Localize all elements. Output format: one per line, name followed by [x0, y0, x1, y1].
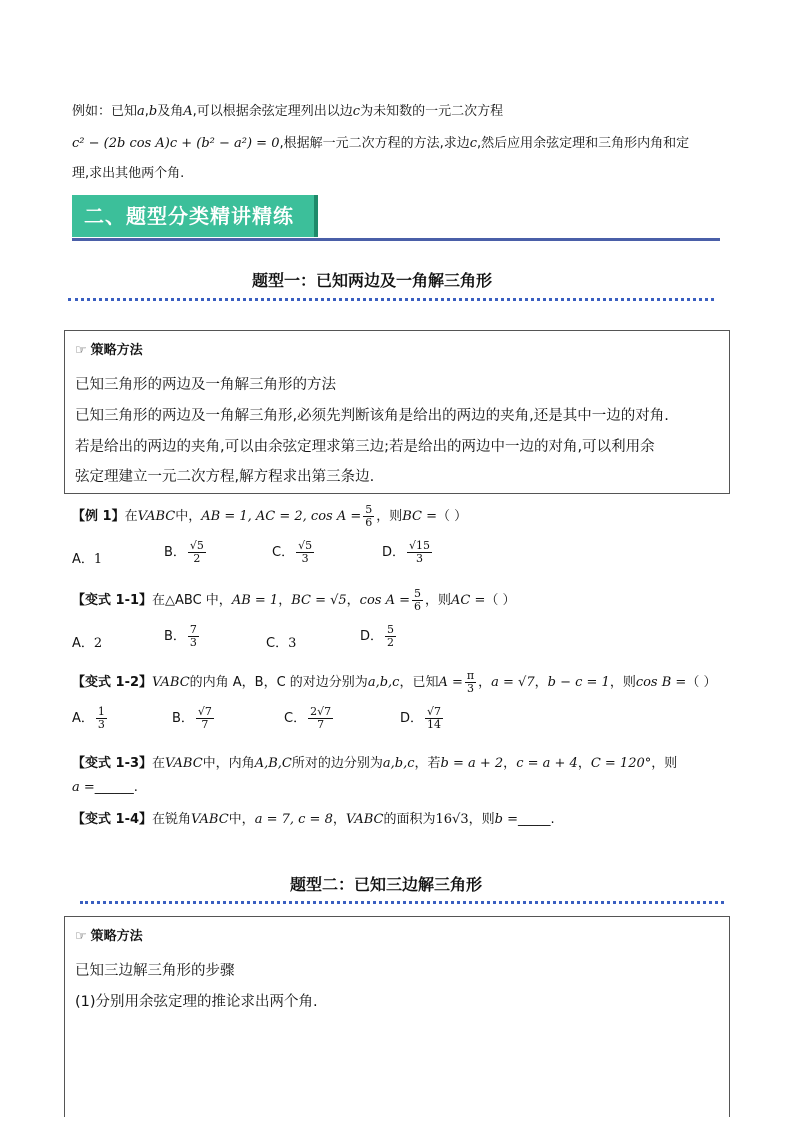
fraction [188, 540, 206, 565]
q-text: 中， [175, 509, 202, 524]
var-a: a [137, 104, 145, 119]
intro-text: 为未知数的一元二次方程 [360, 104, 504, 119]
variant-1-4-question [72, 808, 555, 827]
fraction [425, 706, 443, 731]
option-d[interactable] [360, 624, 398, 649]
option-a[interactable] [72, 548, 102, 567]
question-tag: 【例 1】 [72, 509, 125, 524]
q-text: 所对的边分别为 [291, 756, 383, 771]
strategy-heading [75, 925, 143, 944]
unknown: b = [494, 812, 518, 827]
option-label: B． [164, 545, 186, 560]
fraction [196, 706, 214, 731]
question-tag: 【变式 1-1】 [72, 593, 153, 608]
comma: ， [278, 593, 292, 608]
intro-text: ,然后应用余弦定理和三角形内角和定 [477, 136, 690, 151]
comma: ， [478, 675, 492, 690]
triangle-label: VABC [345, 812, 384, 827]
fraction-numerator: 5 [414, 587, 421, 600]
given-condition: a = √7 [491, 675, 535, 690]
given-condition: AB = 1 [231, 593, 279, 608]
option-label: C． [266, 636, 289, 651]
banner-underline [72, 238, 720, 241]
fraction [308, 706, 333, 731]
given-condition: c = a + 4 [516, 756, 578, 771]
var-b: b [148, 104, 158, 119]
intro-text: 及角 [157, 104, 184, 119]
given-condition: b = a + 2 [440, 756, 504, 771]
option-c[interactable] [284, 706, 335, 731]
fraction [296, 540, 314, 565]
comma: ， [534, 675, 548, 690]
fraction-numerator: π [466, 669, 475, 682]
variant-1-2-question [72, 670, 716, 695]
question-tag: 【变式 1-4】 [72, 812, 153, 827]
fraction-numerator: 5 [365, 503, 373, 516]
fraction-numerator: √7 [197, 705, 212, 718]
var-c: c [469, 136, 478, 151]
option-a[interactable] [72, 632, 102, 651]
fraction-denominator: 3 [97, 718, 105, 731]
fraction [363, 504, 374, 529]
fraction-numerator: 5 [387, 623, 395, 636]
triangle-label: VABC [152, 675, 190, 690]
q-text: 中， [228, 812, 255, 827]
triangle-label: VABC [165, 756, 203, 771]
answer-paren: （ ） [485, 593, 516, 608]
fraction-denominator: 7 [317, 718, 325, 731]
fraction-denominator: 6 [365, 516, 373, 529]
option-label: A． [72, 636, 94, 651]
intro-text: ,可以根据余弦定理列出以边 [192, 104, 353, 119]
strategy-heading-text: 策略方法 [90, 929, 143, 944]
option-label: B． [164, 629, 186, 644]
option-value: 3 [288, 636, 297, 651]
given-condition: C = 120° [590, 756, 652, 771]
fraction-numerator: √7 [427, 705, 442, 718]
section-banner: 二、题型分类精讲精练 [72, 195, 318, 237]
strategy-box-2 [64, 916, 730, 1117]
option-c[interactable] [266, 632, 296, 651]
option-b[interactable] [172, 706, 216, 731]
fraction-denominator: 3 [301, 552, 309, 565]
question-tag: 【变式 1-3】 [72, 756, 153, 771]
variant-1-3-question [72, 752, 677, 771]
option-a[interactable] [72, 706, 109, 731]
q-text: ，则 [609, 675, 636, 690]
q-text: 的面积为 [383, 812, 436, 827]
var-c: c [352, 104, 361, 119]
strategy-heading-text: 策略方法 [90, 343, 143, 358]
q-text: ，则 [468, 812, 495, 827]
option-value: 2 [93, 636, 103, 651]
comma: , [144, 104, 149, 119]
fraction-denominator: 2 [193, 552, 201, 565]
unknown: a = [72, 780, 95, 795]
option-b[interactable] [164, 540, 208, 565]
fraction-numerator: 1 [97, 705, 105, 718]
side-vars: a,b,c [382, 756, 415, 771]
q-text: 在 [152, 756, 166, 771]
q-text: ，则 [651, 756, 678, 771]
q-text: ，已知 [399, 675, 439, 690]
intro-line-2 [72, 132, 689, 151]
option-b[interactable] [164, 624, 201, 649]
q-text: 的内角 A，B，C 的对边分别为 [189, 675, 368, 690]
q-text: 在△ABC 中， [152, 593, 232, 608]
variant-1-3-answer-line [72, 780, 138, 795]
q-text: ，则 [425, 593, 452, 608]
fraction-numerator: √5 [189, 539, 204, 552]
given-conditions: a = 7, c = 8 [254, 812, 333, 827]
fraction-denominator: 3 [466, 682, 474, 695]
option-label: D． [382, 545, 406, 560]
pointing-hand-icon: ☞ [75, 929, 87, 944]
unknown: AC = [451, 593, 486, 608]
var-A: A [183, 104, 193, 119]
option-c[interactable] [272, 540, 316, 565]
period: . [550, 812, 555, 827]
angle-vars: A,B,C [254, 756, 292, 771]
strategy-box-1 [64, 330, 730, 494]
fraction [96, 706, 107, 731]
option-d[interactable] [400, 706, 445, 731]
option-label: A． [72, 552, 94, 567]
section2-title: 题型二：已知三边解三角形 [290, 875, 483, 894]
strategy-line: 已知三角形的两边及一角解三角形,必须先判断该角是给出的两边的夹角,还是其中一边的对角. [75, 408, 669, 424]
fraction [412, 588, 423, 613]
option-d[interactable] [382, 540, 434, 565]
pointing-hand-icon: ☞ [75, 343, 87, 358]
comma: ， [346, 593, 360, 608]
strategy-heading [75, 339, 143, 358]
given-condition: A = [438, 675, 463, 690]
q-text: 在锐角 [152, 812, 192, 827]
intro-text: 例如：已知 [72, 104, 138, 119]
intro-text: ,根据解一元二次方程的方法,求边 [279, 136, 470, 151]
given-condition: BC = √5 [291, 593, 347, 608]
quadratic-equation: c² − (2b cos A)c + (b² − a²) = 0 [72, 136, 280, 151]
fraction-numerator: 2√7 [310, 705, 332, 718]
answer-paren: （ ） [437, 509, 468, 524]
triangle-label: VABC [137, 509, 176, 524]
section1-dotted-divider [68, 298, 714, 301]
q-text: ，则 [376, 509, 403, 524]
option-value: 1 [93, 552, 103, 567]
option-label: B． [172, 711, 194, 726]
fraction-numerator: 7 [189, 623, 197, 636]
comma: ， [332, 812, 346, 827]
question-tag: 【变式 1-2】 [72, 675, 153, 690]
intro-line-1 [72, 100, 503, 119]
fraction [465, 670, 476, 695]
strategy-line: 已知三角形的两边及一角解三角形的方法 [75, 377, 336, 393]
fraction-denominator: 2 [387, 636, 395, 649]
q-text: 在 [124, 509, 138, 524]
given-condition: cos A = [359, 593, 410, 608]
strategy-line: 弦定理建立一元二次方程,解方程求出第三条边. [75, 469, 375, 485]
answer-blank[interactable]: _____ [518, 812, 551, 827]
variant-1-1-question [72, 588, 516, 613]
given-condition: b − c = 1 [547, 675, 610, 690]
fraction-denominator: 7 [201, 718, 209, 731]
answer-blank[interactable]: ______ [94, 780, 134, 795]
fraction [188, 624, 199, 649]
q-text: 中，内角 [202, 756, 255, 771]
fraction [407, 540, 432, 565]
strategy-line: 若是给出的两边的夹角,可以由余弦定理求第三边;若是给出的两边中一边的对角,可以利用余 [75, 439, 655, 455]
given-conditions: AB = 1, AC = 2, cos A = [201, 509, 362, 524]
option-label: D． [360, 629, 384, 644]
fraction-denominator: 14 [427, 718, 442, 731]
triangle-label: VABC [191, 812, 229, 827]
fraction-denominator: 3 [189, 636, 197, 649]
section1-title: 题型一：已知两边及一角解三角形 [252, 271, 493, 290]
fraction [385, 624, 396, 649]
period: . [133, 780, 138, 795]
option-label: A． [72, 711, 94, 726]
intro-line-3: 理,求出其他两个角. [72, 166, 185, 181]
option-label: C． [284, 711, 307, 726]
fraction-denominator: 3 [416, 552, 424, 565]
fraction-numerator: √5 [298, 539, 313, 552]
unknown: BC = [402, 509, 438, 524]
example-1-question [72, 504, 467, 529]
comma: ， [577, 756, 591, 771]
q-text: ，若 [414, 756, 441, 771]
side-vars: a,b,c [367, 675, 400, 690]
fraction-numerator: √15 [409, 539, 431, 552]
option-label: D． [400, 711, 424, 726]
option-label: C． [272, 545, 295, 560]
section2-dotted-divider [80, 901, 724, 904]
unknown: cos B = [635, 675, 687, 690]
area-value: 16√3 [435, 812, 469, 827]
strategy-line: (1)分别用余弦定理的推论求出两个角. [75, 994, 318, 1010]
comma: ， [503, 756, 517, 771]
strategy-line: 已知三边解三角形的步骤 [75, 963, 235, 979]
answer-paren: （ ） [686, 675, 717, 690]
fraction-denominator: 6 [414, 600, 421, 613]
